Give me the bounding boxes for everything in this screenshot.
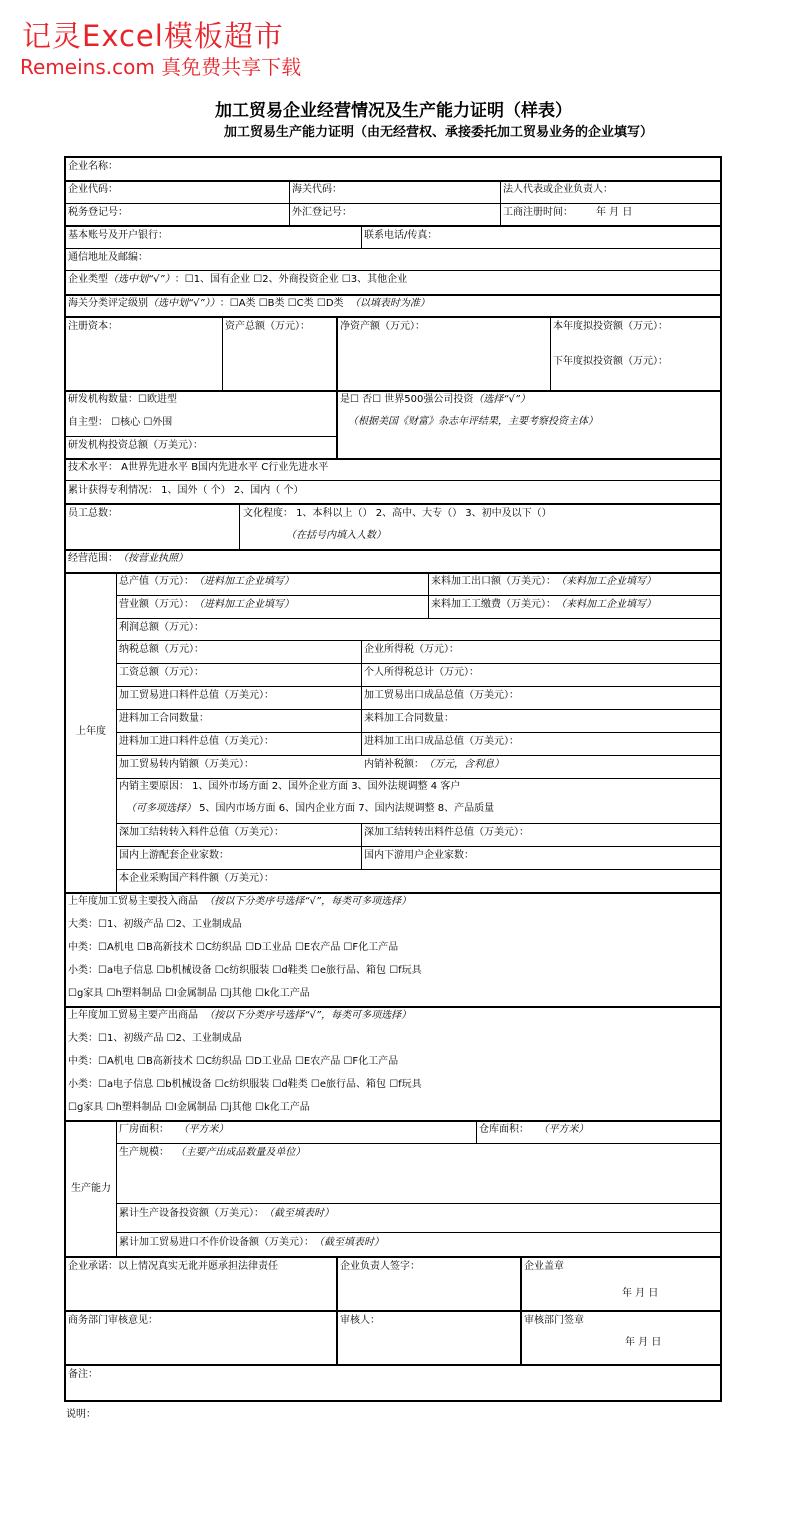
row-line xyxy=(66,458,720,460)
rep-signature-label: 企业负责人签字： xyxy=(340,1261,420,1272)
patents-label: 累计获得专利情况： 1、国外（ 个） 2、国内（ 个） xyxy=(68,485,304,496)
export-supplied-label: 来料加工出口额（万美元）： xyxy=(431,576,556,587)
personal-tax-label: 个人所得税总计（万元）： xyxy=(364,667,479,678)
total-assets-label: 资产总额（万元）： xyxy=(225,321,310,332)
row-line xyxy=(66,225,720,227)
last-year-label: 上年度 xyxy=(76,726,106,737)
total-output-label: 总产值（万元）： xyxy=(119,576,194,587)
outputs-major-categories: 大类：☐1、初级产品 ☐2、工业制成品 xyxy=(68,1033,242,1044)
company-code-label: 企业代码： xyxy=(68,184,118,195)
deep-in-label: 深加工结转转入料件总值（万美元）： xyxy=(119,827,284,838)
warehouse-area-unit: （平方米） xyxy=(538,1124,589,1135)
review-seal-label: 审核部门签章 xyxy=(524,1315,584,1326)
col-line xyxy=(222,316,223,390)
invest-this-year-label: 本年度拟投资额（万元）： xyxy=(553,321,668,332)
row-line xyxy=(66,480,720,481)
date-placeholder: 年 月 日 xyxy=(596,207,633,218)
nonpriced-equip-row xyxy=(119,1236,384,1250)
customs-grade-row xyxy=(68,297,430,311)
page-subtitle: 加工贸易生产能力证明（由无经营权、承接委托加工贸易业务的企业填写） xyxy=(223,125,653,140)
supplied-contracts-label: 来料加工合同数量： xyxy=(364,713,454,724)
col-line xyxy=(500,180,501,225)
proc-import-parts-label: 进料加工进口料件总值（万美元）： xyxy=(119,736,274,747)
page-title: 加工贸易企业经营情况及生产能力证明（样表） xyxy=(215,101,572,121)
deep-out-label: 深加工结转转出料件总值（万美元）： xyxy=(364,827,529,838)
col-line xyxy=(476,1120,477,1143)
row-line xyxy=(116,1143,720,1144)
ent-type-row xyxy=(68,273,407,287)
domestic-reason-2: 5、国内市场方面 6、国内企业方面 7、国内法规调整 8、产品质量 xyxy=(196,803,495,814)
col-line xyxy=(289,180,290,225)
company-seal-label: 企业盖章 xyxy=(524,1261,564,1272)
biz-scope-label: 经营范围： xyxy=(68,553,118,564)
nonpriced-equip-hint: （截至填表时） xyxy=(314,1237,384,1248)
row-line xyxy=(66,436,336,437)
explanation-label: 说明： xyxy=(66,1409,96,1420)
rd-self-label: 自主型： ☐核心 ☐外围 xyxy=(68,417,173,428)
revenue-label: 营业额（万元）： xyxy=(119,599,194,610)
domestic-reason-row2 xyxy=(126,802,494,816)
row-line xyxy=(66,892,720,894)
legal-rep-label: 法人代表或企业负责人： xyxy=(503,184,613,195)
fill-processing-hint: （进料加工企业填写） xyxy=(194,599,294,610)
row-line xyxy=(116,595,720,596)
ent-type-hint: （选中划“√”） xyxy=(108,274,175,285)
net-assets-label: 净资产额（万元）： xyxy=(340,321,425,332)
col-line xyxy=(336,316,338,458)
bank-account-label: 基本账号及开户银行： xyxy=(68,230,168,241)
tax-reg-label: 税务登记号： xyxy=(68,207,128,218)
plant-area-row xyxy=(119,1123,229,1137)
total-output-row xyxy=(119,575,294,589)
staff-total-label: 员工总数： xyxy=(68,508,118,519)
row-line xyxy=(116,1232,720,1233)
proc-export-products-label: 进料加工出口成品总值（万美元）： xyxy=(364,736,519,747)
customs-grade-label: 海关分类评定级别 xyxy=(68,298,148,309)
row-line xyxy=(66,503,720,505)
watermark-title: 记灵Excel模板超市 xyxy=(22,19,284,53)
outputs-small-categories: 小类：☐a电子信息 ☐b机械设备 ☐c纺织服装 ☐d鞋类 ☐e旅行品、箱包 ☐f玩具 xyxy=(68,1079,422,1090)
commitment-label: 企业承诺：以上情况真实无讹并愿承担法律责任 xyxy=(68,1261,278,1272)
customs-grade-note: （以填表时为准） xyxy=(349,298,430,309)
company-name-label: 企业名称： xyxy=(68,161,118,172)
row-line xyxy=(66,549,720,551)
row-line xyxy=(116,823,720,824)
col-line xyxy=(361,823,362,869)
seal-date: 年 月 日 xyxy=(622,1288,659,1299)
watermark-url: Remeins.com 真免费共享下载 xyxy=(20,55,302,79)
inputs-title: 上年度加工贸易主要投入商品 xyxy=(68,896,198,907)
customs-code-label: 海关代码： xyxy=(292,184,342,195)
domestic-reason-hint: （可多项选择） xyxy=(126,803,196,814)
profit-label: 利润总额（万元）： xyxy=(119,622,204,633)
row-line xyxy=(116,663,720,664)
outputs-hint: （按以下分类序号选择“√”，每类可多项选择） xyxy=(204,1010,412,1021)
nonpriced-equip-label: 累计加工贸易进口不作价设备额（万美元）： xyxy=(119,1237,314,1248)
invest-next-year-label: 下年度拟投资额（万元）： xyxy=(553,356,668,367)
warehouse-area-label: 仓库面积： xyxy=(479,1124,529,1135)
scale-row xyxy=(119,1146,305,1160)
upstream-label: 国内上游配套企业家数： xyxy=(119,850,229,861)
row-line xyxy=(116,618,720,619)
reg-capital-label: 注册资本： xyxy=(68,321,118,332)
col-line xyxy=(116,572,117,892)
form-table xyxy=(64,156,722,1402)
address-label: 通信地址及邮编： xyxy=(68,252,148,263)
inputs-mid-categories: 中类：☐A机电 ☐B高新技术 ☐C纺织品 ☐D工业品 ☐E农产品 ☐F化工产品 xyxy=(68,942,399,953)
equip-invest-label: 累计生产设备投资额（万美元）： xyxy=(119,1208,264,1219)
scale-hint: （主要产出成品数量及单位） xyxy=(175,1147,306,1158)
commerce-opinion-label: 商务部门审核意见： xyxy=(68,1315,158,1326)
row-line xyxy=(116,686,720,687)
row-line xyxy=(66,1256,720,1258)
downstream-label: 国内下游用户企业家数： xyxy=(364,850,474,861)
forex-reg-label: 外汇登记号： xyxy=(292,207,352,218)
customs-grade-hint: （选中划“√”）） xyxy=(148,298,220,309)
fill-supplied-hint: （来料加工企业填写） xyxy=(556,599,656,610)
row-line xyxy=(66,294,720,296)
education-label: 文化程度： 1、本科以上（） 2、高中、大专（） 3、初中及以下（） xyxy=(243,508,552,519)
outputs-small-categories-2: ☐g家具 ☐h塑料制品 ☐I金属制品 ☐j其他 ☐k化工产品 xyxy=(68,1102,310,1113)
revenue-row xyxy=(119,598,294,612)
warehouse-area-row xyxy=(479,1123,589,1137)
row-line xyxy=(66,572,720,574)
reviewer-label: 审核人： xyxy=(340,1315,380,1326)
plant-area-unit: （平方米） xyxy=(178,1124,229,1135)
domestic-tax-hint: （万元，含利息） xyxy=(424,759,504,770)
capacity-label: 生产能力 xyxy=(71,1183,111,1194)
tech-level-label: 技术水平： A世界先进水平 B国内先进水平 C行业先进水平 xyxy=(68,462,329,473)
row-line xyxy=(66,390,720,392)
fortune500-label: 是☐ 否☐ 世界500强公司投资 xyxy=(340,394,474,405)
rd-count-label: 研发机构数量：☐欧进型 xyxy=(68,394,177,405)
education-hint: （在括号内填入人数） xyxy=(286,530,386,541)
fill-supplied-hint: （来料加工企业填写） xyxy=(556,576,656,587)
biz-reg-time-label: 工商注册时间： xyxy=(503,207,573,218)
col-line xyxy=(428,572,429,618)
rd-invest-label: 研发机构投资总额（万美元）： xyxy=(68,440,203,451)
row-line xyxy=(116,869,720,870)
scale-label: 生产规模： xyxy=(119,1147,169,1158)
ent-type-options: ：☐1、国有企业 ☐2、外商投资企业 ☐3、其他企业 xyxy=(174,274,408,285)
biz-scope-hint: （按营业执照） xyxy=(118,553,188,564)
import-parts-label: 加工贸易进口料件总值（万美元）： xyxy=(119,690,274,701)
fortune500-hint: （选择“√”） xyxy=(473,394,531,405)
customs-grade-options: ：☐A类 ☐B类 ☐C类 ☐D类 xyxy=(219,298,344,309)
fill-processing-hint: （进料加工企业填写） xyxy=(194,576,294,587)
ent-type-label: 企业类型 xyxy=(68,274,108,285)
equip-invest-row xyxy=(119,1207,334,1221)
row-line xyxy=(66,1310,720,1312)
col-line xyxy=(239,503,240,549)
row-line xyxy=(66,1006,720,1008)
row-line xyxy=(116,1203,720,1204)
row-line xyxy=(66,248,720,249)
row-line xyxy=(66,180,720,182)
remarks-label: 备注： xyxy=(68,1369,98,1380)
row-line xyxy=(116,778,720,779)
processing-fee-row xyxy=(431,598,656,612)
local-parts-label: 本企业采购国产料件额（万美元）： xyxy=(119,873,274,884)
fortune500-note: （根据美国《财富》杂志年评结果，主要考察投资主体） xyxy=(348,416,598,427)
row-line xyxy=(66,203,720,204)
fortune500-row xyxy=(340,393,530,407)
row-line xyxy=(116,846,720,847)
biz-scope-row xyxy=(68,552,188,566)
col-line xyxy=(116,1120,117,1256)
domestic-reason-1: 内销主要原因： 1、国外市场方面 2、国外企业方面 3、国外法规调整 4 客户 xyxy=(119,781,461,792)
contact-phone-label: 联系电话/传真： xyxy=(364,230,438,241)
processing-contracts-label: 进料加工合同数量： xyxy=(119,713,209,724)
row-line xyxy=(66,270,720,271)
outputs-mid-categories: 中类：☐A机电 ☐B高新技术 ☐C纺织品 ☐D工业品 ☐E农产品 ☐F化工产品 xyxy=(68,1056,399,1067)
row-line xyxy=(116,755,720,756)
equip-invest-hint: （截至填表时） xyxy=(264,1208,334,1219)
col-line xyxy=(361,640,362,755)
row-line xyxy=(66,1364,720,1366)
inputs-small-categories: 小类：☐a电子信息 ☐b机械设备 ☐c纺织服装 ☐d鞋类 ☐e旅行品、箱包 ☐f玩具 xyxy=(68,965,422,976)
col-line xyxy=(336,1256,338,1364)
row-line xyxy=(66,316,720,318)
tax-paid-label: 纳税总额（万元）： xyxy=(119,644,204,655)
review-date: 年 月 日 xyxy=(625,1337,662,1348)
inputs-hint: （按以下分类序号选择“√”，每类可多项选择） xyxy=(204,896,412,907)
plant-area-label: 厂房面积： xyxy=(119,1124,169,1135)
domestic-tax-row xyxy=(364,758,504,772)
outputs-title-row xyxy=(68,1009,411,1023)
inputs-small-categories-2: ☐g家具 ☐h塑料制品 ☐I金属制品 ☐j其他 ☐k化工产品 xyxy=(68,988,310,999)
wages-label: 工资总额（万元）： xyxy=(119,667,204,678)
outputs-title: 上年度加工贸易主要产出商品 xyxy=(68,1010,198,1021)
export-products-label: 加工贸易出口成品总值（万美元）： xyxy=(364,690,519,701)
row-line xyxy=(116,709,720,710)
row-line xyxy=(116,640,720,641)
col-line xyxy=(361,225,362,248)
row-line xyxy=(116,732,720,733)
inputs-major-categories: 大类：☐1、初级产品 ☐2、工业制成品 xyxy=(68,919,242,930)
inputs-title-row xyxy=(68,895,411,909)
domestic-sales-label: 加工贸易转内销额（万美元）： xyxy=(119,759,254,770)
domestic-tax-label: 内销补税额： xyxy=(364,759,424,770)
export-supplied-row xyxy=(431,575,656,589)
row-line xyxy=(66,1120,720,1122)
col-line xyxy=(520,1256,522,1364)
income-tax-label: 企业所得税（万元）： xyxy=(364,644,459,655)
col-line xyxy=(550,316,551,390)
processing-fee-label: 来料加工工缴费（万美元）： xyxy=(431,599,556,610)
